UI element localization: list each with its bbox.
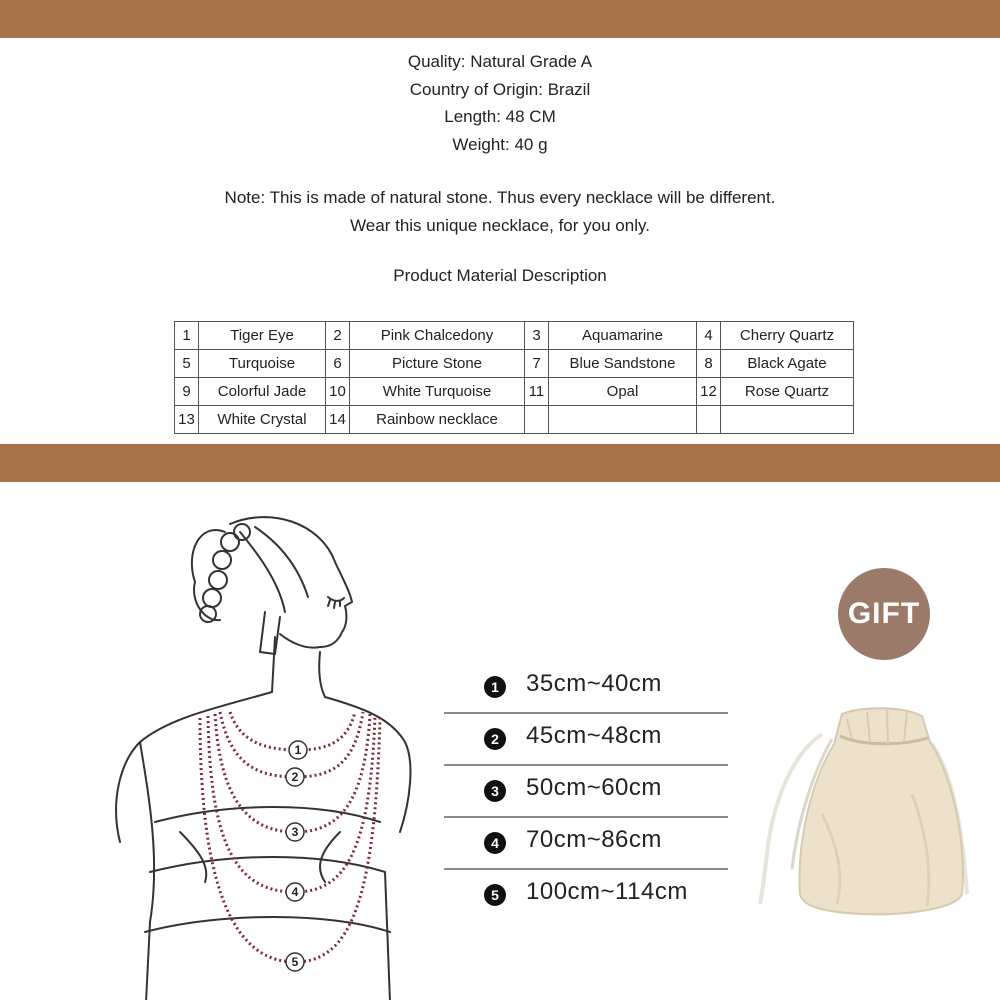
spec-quality: Quality: Natural Grade A — [407, 52, 593, 71]
material-name: Picture Stone — [350, 350, 525, 378]
material-name: White Turquoise — [350, 378, 525, 406]
material-name: Pink Chalcedony — [350, 322, 525, 350]
length-number: 4 — [484, 832, 506, 854]
length-number: 2 — [484, 728, 506, 750]
material-number: 13 — [175, 406, 199, 434]
product-note — [0, 184, 1000, 240]
material-name: Blue Sandstone — [549, 350, 697, 378]
material-name: Turquoise — [199, 350, 326, 378]
material-number: 1 — [175, 322, 199, 350]
material-number: 9 — [175, 378, 199, 406]
material-number: 2 — [326, 322, 350, 350]
list-item — [444, 714, 728, 766]
material-number: 6 — [326, 350, 350, 378]
material-number: 12 — [697, 378, 721, 406]
material-table-title: Product Material Description — [393, 266, 607, 285]
svg-text:1: 1 — [294, 743, 302, 757]
length-range: 35cm~40cm — [526, 670, 662, 697]
necklace-length-chart — [444, 662, 728, 922]
list-item — [444, 870, 728, 922]
material-table — [174, 321, 854, 434]
woman-necklace-figure — [80, 502, 460, 1000]
product-specs — [0, 48, 1000, 158]
length-number: 3 — [484, 780, 506, 802]
spec-length: Length: 48 CM — [444, 107, 556, 126]
material-number: 14 — [326, 406, 350, 434]
material-number: 5 — [175, 350, 199, 378]
table-row — [175, 378, 854, 406]
material-name: Tiger Eye — [199, 322, 326, 350]
material-number: 8 — [697, 350, 721, 378]
material-number: 7 — [525, 350, 549, 378]
spec-origin: Country of Origin: Brazil — [409, 79, 591, 99]
empty-cell — [549, 406, 697, 434]
material-name: Rainbow necklace — [350, 406, 525, 434]
table-row — [175, 350, 854, 378]
material-number: 10 — [326, 378, 350, 406]
svg-text:3: 3 — [291, 825, 299, 839]
note-line-1: Note: This is made of natural stone. Thus every necklace will be different. — [224, 188, 776, 207]
length-number: 1 — [484, 676, 506, 698]
middle-color-band — [0, 444, 1000, 482]
table-row — [175, 406, 854, 434]
material-number: 4 — [697, 322, 721, 350]
material-name: Opal — [549, 378, 697, 406]
material-number: 3 — [525, 322, 549, 350]
svg-text:2: 2 — [291, 770, 299, 784]
table-row — [175, 322, 854, 350]
svg-text:5: 5 — [291, 955, 299, 969]
material-name: Cherry Quartz — [721, 322, 854, 350]
top-color-band — [0, 0, 1000, 38]
material-name: Aquamarine — [549, 322, 697, 350]
length-number: 5 — [484, 884, 506, 906]
empty-cell — [525, 406, 549, 434]
list-item — [444, 818, 728, 870]
empty-cell — [721, 406, 854, 434]
gift-pouch-image — [752, 694, 982, 924]
gift-badge: GIFT — [838, 568, 930, 660]
length-range: 45cm~48cm — [526, 722, 662, 749]
svg-text:4: 4 — [291, 885, 299, 899]
length-range: 100cm~114cm — [526, 878, 688, 905]
material-name: Colorful Jade — [199, 378, 326, 406]
empty-cell — [697, 406, 721, 434]
list-item — [444, 662, 728, 714]
list-item — [444, 766, 728, 818]
length-range: 50cm~60cm — [526, 774, 662, 801]
material-name: Black Agate — [721, 350, 854, 378]
spec-weight: Weight: 40 g — [452, 134, 548, 154]
material-name: White Crystal — [199, 406, 326, 434]
material-name: Rose Quartz — [721, 378, 854, 406]
material-number: 11 — [525, 378, 549, 406]
size-guide-section — [0, 482, 1000, 1000]
length-range: 70cm~86cm — [526, 826, 662, 853]
note-line-2: Wear this unique necklace, for you only. — [350, 216, 650, 235]
